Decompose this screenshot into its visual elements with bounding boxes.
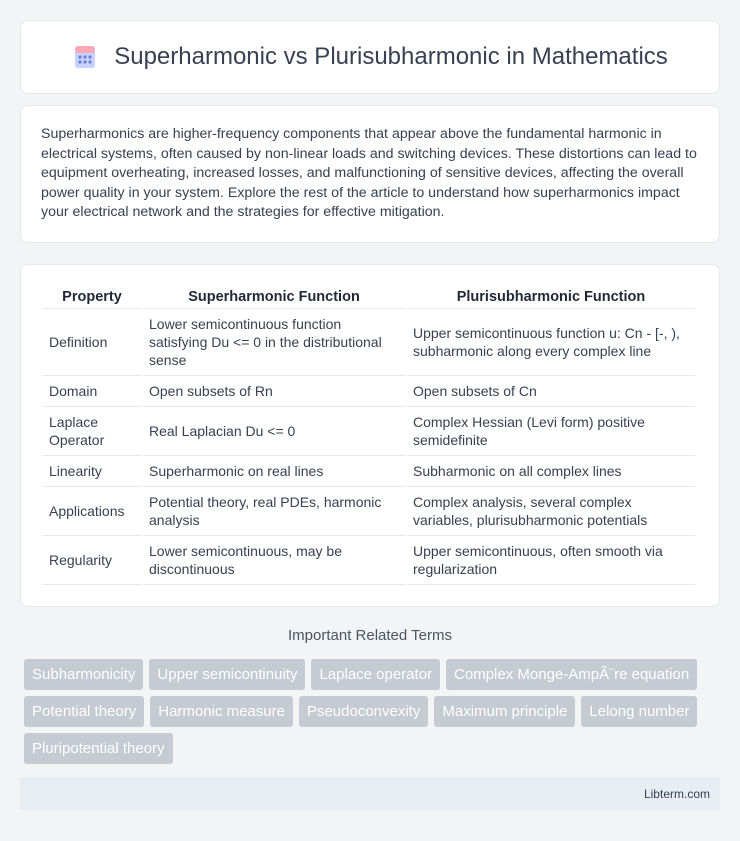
row-superharmonic: Superharmonic on real lines xyxy=(143,456,405,487)
table-header-row xyxy=(43,283,695,309)
header-property: Property xyxy=(43,283,141,309)
comparison-table xyxy=(41,283,697,585)
row-property: Domain xyxy=(43,376,141,407)
related-term-tag[interactable]: Pluripotential theory xyxy=(24,733,173,764)
row-superharmonic: Lower semicontinuous, may be discontinuous xyxy=(143,536,405,585)
header-card xyxy=(20,20,720,94)
intro-card xyxy=(20,105,720,243)
row-plurisubharmonic: Open subsets of Cn xyxy=(407,376,695,407)
related-term-tag[interactable]: Pseudoconvexity xyxy=(299,696,428,727)
row-plurisubharmonic: Complex analysis, several complex variables, plurisubharmonic potentials xyxy=(407,487,695,536)
row-property: Linearity xyxy=(43,456,141,487)
table-row xyxy=(43,376,695,407)
row-property: Definition xyxy=(43,309,141,376)
row-property: Regularity xyxy=(43,536,141,585)
table-row xyxy=(43,536,695,585)
related-term-tag[interactable]: Maximum principle xyxy=(434,696,575,727)
related-terms-title: Important Related Terms xyxy=(288,627,452,644)
header-plurisubharmonic: Plurisubharmonic Function xyxy=(407,283,695,309)
row-property: Laplace Operator xyxy=(43,407,141,456)
row-superharmonic: Lower semicontinuous function satisfying Du <= 0 in the distributional sense xyxy=(143,309,405,376)
table-row xyxy=(43,309,695,376)
related-term-tag[interactable]: Subharmonicity xyxy=(24,659,143,690)
table-row xyxy=(43,456,695,487)
table-row xyxy=(43,487,695,536)
related-term-tag[interactable]: Laplace operator xyxy=(311,659,440,690)
related-term-tag[interactable]: Upper semicontinuity xyxy=(149,659,305,690)
row-plurisubharmonic: Complex Hessian (Levi form) positive semidefinite xyxy=(407,407,695,456)
related-term-tag[interactable]: Potential theory xyxy=(24,696,144,727)
page-title: Superharmonic vs Plurisubharmonic in Mathematics xyxy=(114,43,668,70)
row-plurisubharmonic: Subharmonic on all complex lines xyxy=(407,456,695,487)
comparison-card xyxy=(20,264,720,607)
row-superharmonic: Real Laplacian Du <= 0 xyxy=(143,407,405,456)
header-superharmonic: Superharmonic Function xyxy=(143,283,405,309)
table-row xyxy=(43,407,695,456)
related-terms-list xyxy=(24,659,724,764)
related-term-tag[interactable]: Harmonic measure xyxy=(150,696,293,727)
row-superharmonic: Open subsets of Rn xyxy=(143,376,405,407)
related-term-tag[interactable]: Lelong number xyxy=(581,696,697,727)
row-plurisubharmonic: Upper semicontinuous function u: Cn - [-, ), subharmonic along every complex line xyxy=(407,309,695,376)
footer-site-link[interactable]: Libterm.com xyxy=(643,786,710,801)
row-superharmonic: Potential theory, real PDEs, harmonic analysis xyxy=(143,487,405,536)
intro-paragraph: Superharmonics are higher-frequency components that appear above the fundamental harmonic in electrical systems, often caused by non-linear loads and switching devices. These distortions can lead to equipment overheating, increased losses, and malfunctioning of sensitive devices, affecting the overall power quality in your system. Explore the rest of the article to understand how superharmonics impact your electrical network and the strategies for effective mitigation. xyxy=(41,126,697,221)
calculator-icon xyxy=(72,44,98,70)
footer xyxy=(20,777,720,810)
row-plurisubharmonic: Upper semicontinuous, often smooth via regularization xyxy=(407,536,695,585)
related-term-tag[interactable]: Complex Monge-AmpÃ¨re equation xyxy=(446,659,697,690)
row-property: Applications xyxy=(43,487,141,536)
